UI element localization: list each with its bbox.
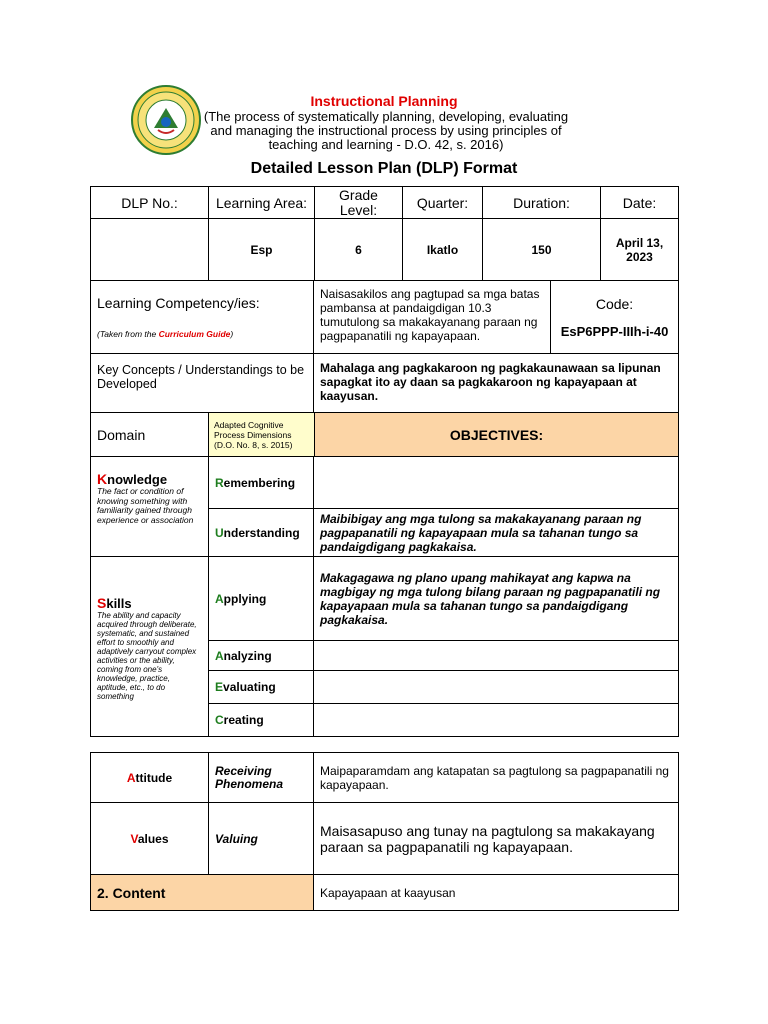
dlp-main-table <box>90 186 679 457</box>
cognitive-objectives-table <box>90 456 679 737</box>
values-level: Valuing <box>209 803 314 875</box>
affective-objectives-table <box>90 752 679 911</box>
code-label: Code: <box>595 295 634 312</box>
skills-rest: kills <box>106 596 132 611</box>
grade-level-label: Grade Level: <box>315 187 403 219</box>
note-prefix: (Taken from the <box>97 329 159 339</box>
creating-label: Creating <box>209 704 314 737</box>
learning-competency-label: Learning Competency/ies: <box>97 295 260 311</box>
curriculum-guide-link: Curriculum Guide <box>158 329 231 339</box>
note-suffix: ) <box>230 329 234 339</box>
creating-objective <box>314 704 679 737</box>
key-concepts-text: Mahalaga ang pagkakaroon ng pagkakaunawaan sa lipunan sapagkat ito ay daan sa pagkakaroon ng kapayapaan at kaayusan. <box>314 354 679 413</box>
skills-initial: S <box>97 595 107 611</box>
quarter-label: Quarter: <box>403 187 483 219</box>
remembering-label: Remembering <box>209 457 314 509</box>
knowledge-description: The fact or condition of knowing something with familiarity gained through experience or association <box>97 486 194 525</box>
evaluating-objective <box>314 671 679 704</box>
code-cell <box>551 281 679 354</box>
dlp-no-value <box>91 219 209 281</box>
understanding-objective: Maibibigay ang mga tulong sa makakayanang paraan ng pagpapanatili ng kapayapaan mula sa tahanan tungo sa pandaigdigang pagkakaisa. <box>314 509 679 557</box>
applying-objective: Makagagawa ng plano upang mahikayat ang kapwa na magbigay ng mga tulong bilang paraan ng pagpapanatili ng kapayapaan mula sa tahanan tungo sa pandaigdigang pagkakaisa. <box>314 557 679 641</box>
domain-header: Domain <box>91 413 209 457</box>
applying-label: Applying <box>209 557 314 641</box>
evaluating-label: Evaluating <box>209 671 314 704</box>
skills-title <box>97 595 202 611</box>
date-label: Date: <box>601 187 679 219</box>
duration-value: 150 <box>483 219 601 281</box>
content-text: Kapayapaan at kaayusan <box>314 875 679 911</box>
attitude-level: Receiving Phenomena <box>209 753 314 803</box>
code-value: EsP6PPP-IIIh-i-40 <box>560 323 669 339</box>
content-label: 2. Content <box>91 875 314 911</box>
learning-competency-text: Naisasakilos ang pagtupad sa mga batas pambansa at pandaigdigan 10.3 tumutulong sa makakayanang paraan ng pagpapanatili ng kapayapaan. <box>314 281 551 354</box>
learning-area-value: Esp <box>209 219 315 281</box>
learning-area-label: Learning Area: <box>209 187 315 219</box>
duration-label: Duration: <box>483 187 601 219</box>
knowledge-cell <box>91 457 209 557</box>
curriculum-guide-note <box>97 329 307 339</box>
adapted-dimensions-header: Adapted Cognitive Process Dimensions (D.O. No. 8, s. 2015) <box>209 413 315 457</box>
document-title: Detailed Lesson Plan (DLP) Format <box>250 160 518 177</box>
knowledge-initial: K <box>97 471 108 487</box>
instructional-planning-title: Instructional Planning <box>310 93 458 109</box>
values-label: Values <box>91 803 209 875</box>
values-objective: Maisasapuso ang tunay na pagtulong sa makakayang paraan sa pagpapanatili ng kapayapaan. <box>314 803 679 875</box>
learning-competency-label-cell <box>91 281 314 354</box>
quarter-value: Ikatlo <box>403 219 483 281</box>
date-value: April 13, 2023 <box>601 219 679 281</box>
remembering-objective <box>314 457 679 509</box>
dlp-no-label: DLP No.: <box>91 187 209 219</box>
attitude-objective: Maipaparamdam ang katapatan sa pagtulong sa pagpapanatili ng kapayapaan. <box>314 753 679 803</box>
understanding-label: Understanding <box>209 509 314 557</box>
objectives-header: OBJECTIVES: <box>315 413 679 457</box>
knowledge-rest: nowledge <box>107 472 168 487</box>
analyzing-label: Analyzing <box>209 641 314 671</box>
grade-level-value: 6 <box>315 219 403 281</box>
key-concepts-label: Key Concepts / Understandings to be Developed <box>91 354 314 413</box>
analyzing-objective <box>314 641 679 671</box>
instructional-planning-description: (The process of systematically planning, developing, evaluating and managing the instructional process by using principles of teaching and learning - D.O. 42, s. 2016) <box>203 109 569 152</box>
skills-cell <box>91 557 209 737</box>
skills-description: The ability and capacity acquired through deliberate, systematic, and sustained effort to smoothly and adaptively carryout complex activities or the ability, coming from one's knowledge, practice, aptitude, etc., to do something <box>97 611 197 701</box>
knowledge-title <box>97 471 202 487</box>
attitude-label: Attitude <box>91 753 209 803</box>
